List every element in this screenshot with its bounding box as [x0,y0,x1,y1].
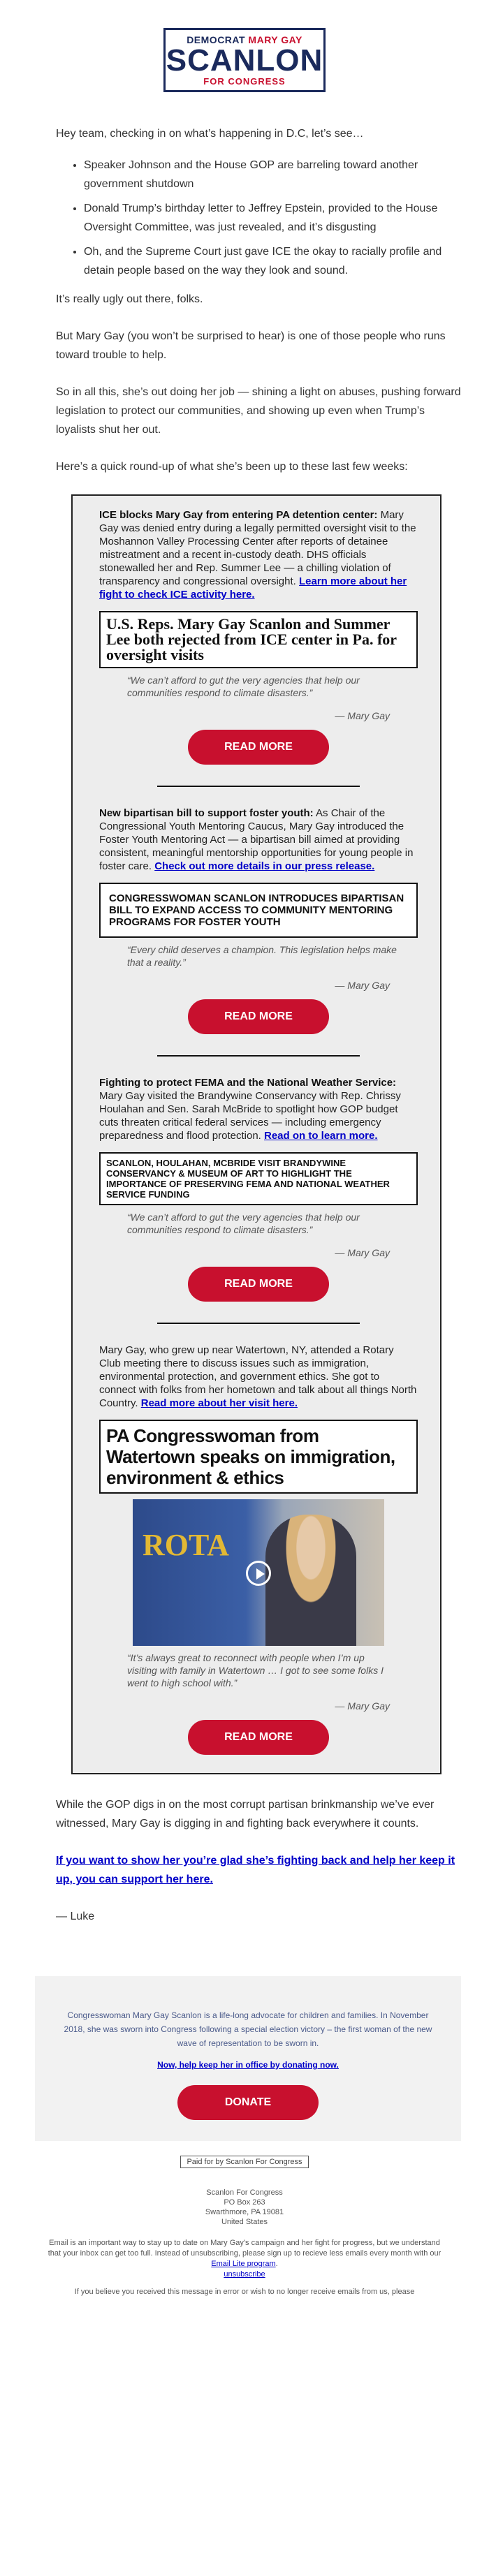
footer-donate-panel [35,1976,461,2141]
address-line: United States [221,2218,268,2226]
article-headline[interactable]: U.S. Reps. Mary Gay Scanlon and Summer Lee both rejected from ICE center in Pa. for oversight visits [99,611,418,668]
item-attribution: — Mary Gay [335,1700,390,1712]
update-item-watertown [99,1344,418,1755]
item-link[interactable]: Learn more about her fight to check ICE activity here. [99,575,407,601]
read-more-button[interactable]: READ MORE [188,730,329,765]
item-title: New bipartisan bill to support foster youth: [99,807,314,819]
donate-link[interactable]: Now, help keep her in office by donating now. [157,2060,339,2070]
read-more-button[interactable]: READ MORE [188,1720,329,1755]
item-link[interactable]: Read on to learn more. [264,1130,378,1142]
divider [157,786,360,787]
item-attribution: — Mary Gay [335,710,390,721]
item-link[interactable]: Read more about her visit here. [140,1397,298,1409]
item-quote: “Every child deserves a champion. This legislation helps make that a reality.” [127,944,397,968]
divider [157,1323,360,1324]
closing-paragraph: While the GOP digs in on the most corrupt partisan brinkmanship we’ve ever witnessed, Mary Gay is digging in and fighting back everywhere it counts. [56,1799,435,1830]
article-headline[interactable]: SCANLON, HOULAHAN, MCBRIDE VISIT BRANDYWINE CONSERVANCY & MUSEUM OF ART TO HIGHLIGHT THE IMPORTANCE OF PRESERVING FEMA AND NATIONAL WEATHER SERVICE FUNDING [99,1152,418,1205]
item-body: Mary Gay visited the Brandywine Conservancy with Rep. Chrissy Houlahan and Sen. Sarah McBride to spotlight how GOP budget cuts threaten critical federal services — including emergency preparedness and flood protection. [99,1090,401,1142]
list-item: • Donald Trump’s birthday letter to Jeffrey Epstein, provided to the House Oversight Committee, was just revealed, and it’s disgusting [84,199,461,237]
item-body: Mary Gay was denied entry during a legally permitted oversight visit to the Moshannon Valley Processing Center after reports of detainee mistreatment and a recent in-custody death. DHS officials stonewalled her and Rep. Summer Lee — a chilling violation of transparency and congressional oversight. [99,509,416,587]
intro-paragraph-2: But Mary Gay (you won’t be surprised to hear) is one of those people who runs toward trouble to help. [56,330,446,361]
item-attribution: — Mary Gay [335,1247,390,1258]
item-link[interactable]: Check out more details in our press release. [154,860,375,872]
list-item: • Speaker Johnson and the House GOP are barreling toward another government shutdown [84,156,461,193]
donate-button[interactable]: DONATE [177,2085,319,2120]
update-item-fema [99,1076,418,1302]
legal-period: . [275,2260,278,2268]
update-item-ice [99,508,418,765]
intro-paragraph-4: Here’s a quick round-up of what she’s been up to these last few weeks: [56,461,408,473]
signoff: — Luke [56,1911,95,1922]
email-lite-link[interactable]: Email Lite program [211,2260,276,2268]
campaign-logo [163,28,326,92]
item-title: ICE blocks Mary Gay from entering PA detention center: [99,509,378,521]
unsubscribe-link[interactable]: unsubscribe [224,2270,265,2279]
read-more-button[interactable]: READ MORE [188,999,329,1034]
legal-paragraph: Email is an important way to stay up to date on Mary Gay's campaign and her fight for progress, but we understand that your inbox can get too full. Instead of unsubscribing, please sign up to recieve less emails every month with our [48,2239,441,2258]
address-line: PO Box 263 [224,2198,265,2207]
play-icon[interactable] [246,1561,271,1586]
logo-for-congress: FOR CONGRESS [203,76,286,87]
item-title: Fighting to protect FEMA and the National Weather Service: [99,1077,397,1089]
item-quote: “It’s always great to reconnect with people when I’m up visiting with family in Watertown … I got to see some folks I went to high school with.” [127,1652,384,1688]
read-more-button[interactable]: READ MORE [188,1267,329,1302]
divider [157,1055,360,1057]
paid-for-disclaimer: Paid for by Scanlon For Congress [180,2156,308,2168]
article-headline[interactable]: CONGRESSWOMAN SCANLON INTRODUCES BIPARTISAN BILL TO EXPAND ACCESS TO COMMUNITY MENTORING PROGRAMS FOR FOSTER YOUTH [99,883,418,938]
closing-section [0,1795,489,1926]
video-thumbnail[interactable] [133,1499,384,1646]
intro-paragraph-1: It’s really ugly out there, folks. [56,293,203,305]
item-body: Mary Gay, who grew up near Watertown, NY, attended a Rotary Club meeting there to discuss issues such as immigration, environmental protection, and government ethics. She got to connect with folks from her hometown and talk about all things North Country. [99,1344,417,1409]
address-line: Scanlon For Congress [206,2188,283,2197]
item-quote: “We can’t afford to gut the very agencies that help our communities respond to climate disasters.” [127,675,360,698]
updates-box [71,494,441,1774]
rotary-sign: ROTA [143,1528,229,1562]
intro-bullets [84,156,461,280]
logo-democrat: DEMOCRAT [187,34,246,45]
legal-text [42,2238,447,2280]
logo-mary-gay: MARY GAY [248,34,302,45]
address-line: Swarthmore, PA 19081 [205,2208,284,2216]
intro-section [0,124,489,476]
item-quote: “We can’t afford to gut the very agencies that help our communities respond to climate disasters.” [127,1212,360,1235]
article-headline[interactable]: PA Congresswoman from Watertown speaks on immigration, environment & ethics [99,1420,418,1494]
intro-paragraph-3: So in all this, she’s out doing her job — shining a light on abuses, pushing forward legislation to protect our communities, and showing up even when Trump’s loyalists shut her out. [56,386,461,436]
item-attribution: — Mary Gay [335,980,390,991]
item-body: As Chair of the Congressional Youth Mentoring Caucus, Mary Gay introduced the Foster Youth Mentoring Act — a bipartisan bill aimed at providing consistent, meaningful mentorship opportunities for young people in foster care. [99,807,414,872]
logo-scanlon: SCANLON [166,43,323,78]
about-text: Congresswoman Mary Gay Scanlon is a life-long advocate for children and families. In November 2018, she was sworn into Congress following a special election victory – the first woman of the new wave of representation to be sworn in. [64,2010,432,2048]
support-link[interactable]: If you want to show her you’re glad she’s fighting back and help her keep it up, you can support her here. [56,1855,455,1885]
mailing-address [0,2188,489,2227]
intro-greeting: Hey team, checking in on what’s happening in D.C, let’s see… [56,128,364,140]
list-item: • Oh, and the Supreme Court just gave ICE the okay to racially profile and detain people based on the way they look and sound. [84,242,461,280]
legal-paragraph-2: If you believe you received this message in error or wish to no longer receive emails from us, please [74,2288,415,2296]
update-item-foster [99,807,418,1034]
speaker-image [265,1515,356,1646]
legal-text-2 [42,2287,447,2297]
